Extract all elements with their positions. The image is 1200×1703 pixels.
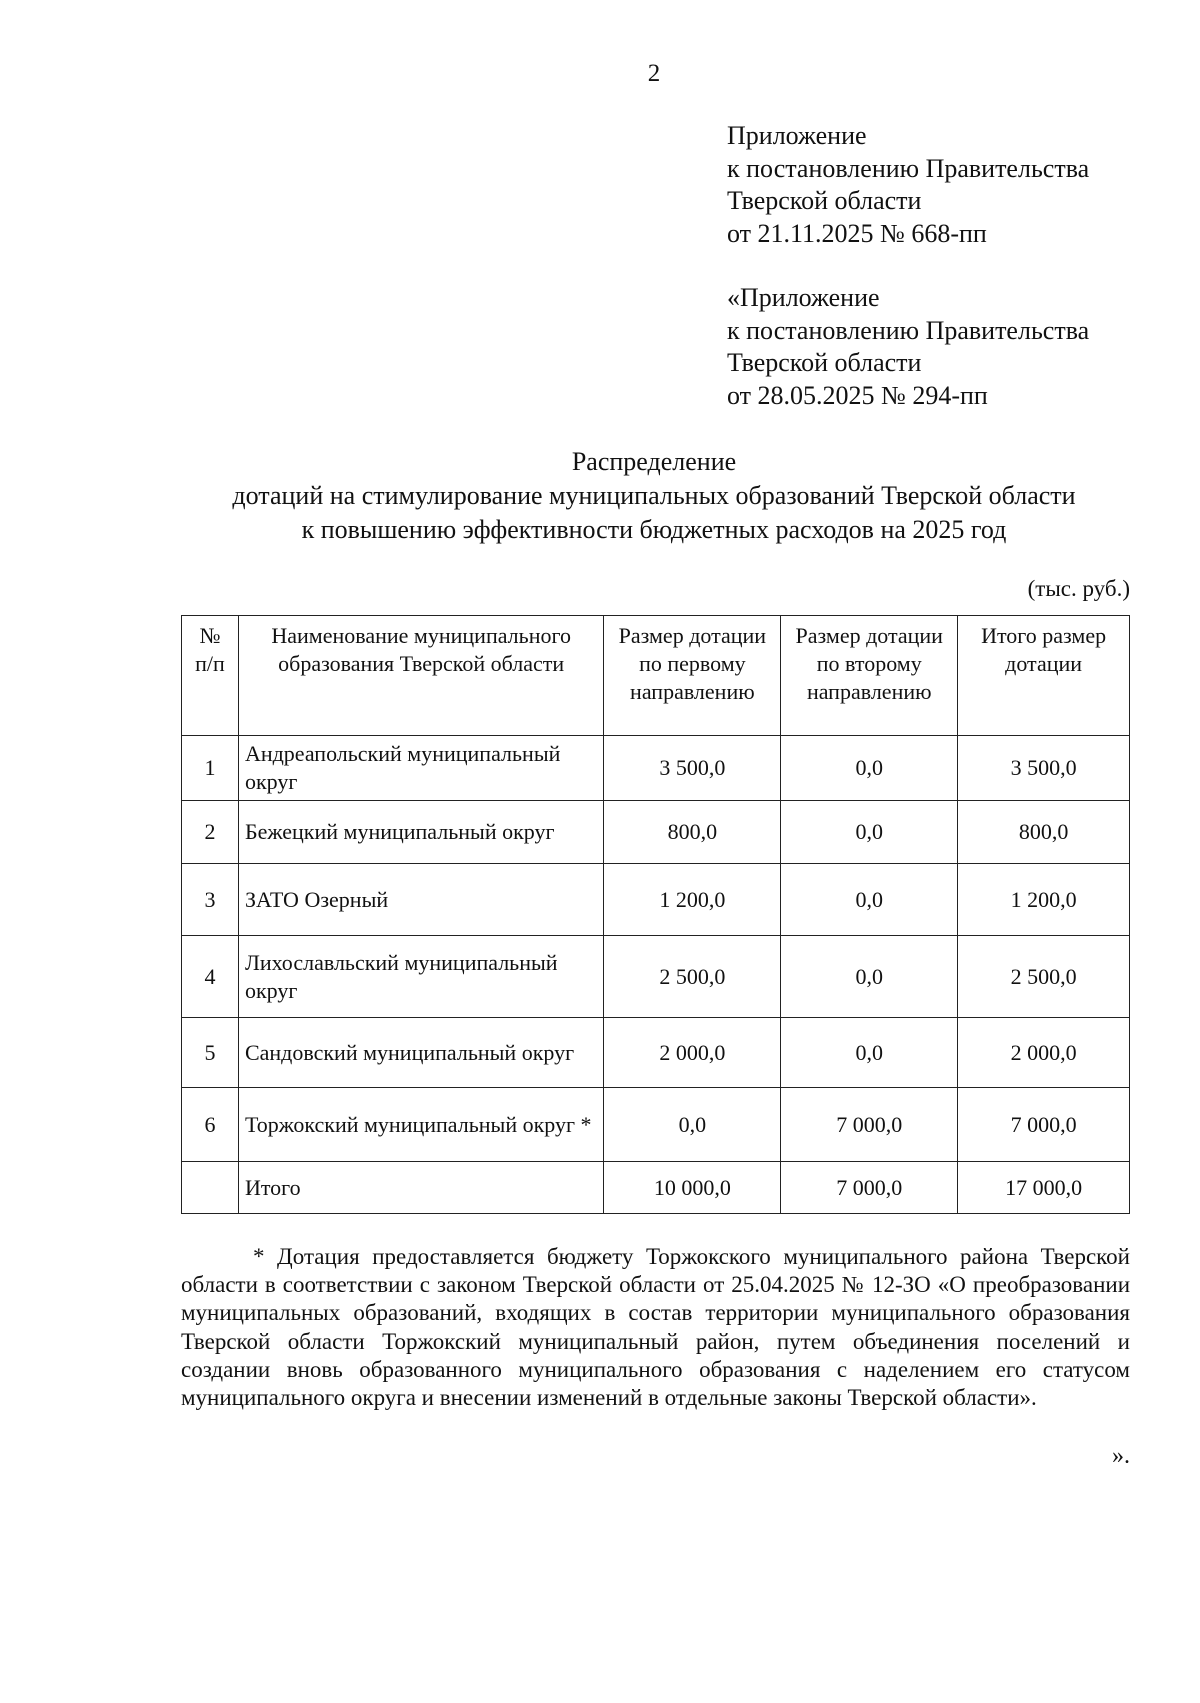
closing-mark: ». — [1112, 1443, 1130, 1469]
table-row — [182, 801, 1130, 864]
cell-total: 7 000,0 — [958, 1088, 1130, 1162]
appendix-line: к постановлению Правительства — [727, 153, 1090, 183]
footnote-text: * Дотация предоставляется бюджету Торжокского муниципального района Тверской области в соответствии с законом Тверской области от 25.04.2025 № 12-ЗО «О преобразовании муниципальных образований, входящих в состав территории муниципального образования Тверской области Торжокский муниципальный район, путем объединения поселений и создании вновь образованного муниципального образования с наделением его статусом муниципального округа и внесении изменений в отдельные законы Тверской области». — [181, 1244, 1130, 1411]
table-header-row — [182, 616, 1130, 736]
cell-name: ЗАТО Озерный — [238, 864, 603, 936]
distribution-table — [181, 615, 1130, 1214]
cell-total: 17 000,0 — [958, 1162, 1130, 1214]
cell-second: 7 000,0 — [781, 1162, 958, 1214]
cell-first: 2 000,0 — [604, 1018, 781, 1088]
cell-second: 0,0 — [781, 936, 958, 1018]
table-row — [182, 864, 1130, 936]
appendix-line: «Приложение — [727, 283, 880, 312]
header-num: № п/п — [182, 616, 239, 736]
footnote — [181, 1243, 1130, 1412]
appendix-line: от 21.11.2025 № 668-пп — [727, 218, 987, 248]
table-row — [182, 1018, 1130, 1088]
units-label: (тыс. руб.) — [1027, 576, 1130, 601]
header-name: Наименование муниципального образования Тверской области — [238, 616, 603, 736]
cell-name: Сандовский муниципальный округ — [238, 1018, 603, 1088]
cell-num — [182, 1162, 239, 1214]
cell-total: 2 000,0 — [958, 1018, 1130, 1088]
appendix-line: Тверской области — [727, 348, 922, 377]
cell-total: 800,0 — [958, 801, 1130, 864]
title-line: Распределение — [571, 447, 737, 476]
table-row — [182, 1088, 1130, 1162]
cell-second: 0,0 — [781, 864, 958, 936]
cell-name: Торжокский муниципальный округ * — [238, 1088, 603, 1162]
cell-name: Бежецкий муниципальный округ — [238, 801, 603, 864]
cell-first: 800,0 — [604, 801, 781, 864]
document-title — [0, 445, 1200, 547]
cell-total: 2 500,0 — [958, 936, 1130, 1018]
cell-name: Лихославльский муниципальный округ — [238, 936, 603, 1018]
cell-total: 3 500,0 — [958, 736, 1130, 801]
cell-num: 4 — [182, 936, 239, 1018]
cell-total: 1 200,0 — [958, 864, 1130, 936]
table-row — [182, 936, 1130, 1018]
cell-first: 3 500,0 — [604, 736, 781, 801]
cell-num: 5 — [182, 1018, 239, 1088]
cell-name: Андреапольский муниципальный округ — [238, 736, 603, 801]
cell-first: 10 000,0 — [604, 1162, 781, 1214]
appendix-line: к постановлению Правительства — [727, 315, 1090, 345]
appendix-current — [727, 120, 1089, 250]
appendix-line: от 28.05.2025 № 294-пп — [727, 380, 988, 410]
header-total: Итого размер дотации — [958, 616, 1130, 736]
cell-first: 2 500,0 — [604, 936, 781, 1018]
cell-second: 0,0 — [781, 801, 958, 864]
appendix-line: Тверской области — [727, 186, 922, 215]
cell-num: 6 — [182, 1088, 239, 1162]
cell-num: 3 — [182, 864, 239, 936]
cell-name: Итого — [238, 1162, 603, 1214]
cell-num: 1 — [182, 736, 239, 801]
header-second: Размер дотации по второму направлению — [781, 616, 958, 736]
page-number: 2 — [647, 60, 661, 87]
cell-first: 1 200,0 — [604, 864, 781, 936]
cell-first: 0,0 — [604, 1088, 781, 1162]
cell-second: 7 000,0 — [781, 1088, 958, 1162]
cell-second: 0,0 — [781, 1018, 958, 1088]
title-line: к повышению эффективности бюджетных расходов на 2025 год — [301, 515, 1007, 544]
appendix-line: Приложение — [727, 121, 867, 150]
table-row — [182, 736, 1130, 801]
appendix-original — [727, 282, 1089, 412]
cell-second: 0,0 — [781, 736, 958, 801]
title-line: дотаций на стимулирование муниципальных образований Тверской области — [232, 481, 1076, 510]
cell-num: 2 — [182, 801, 239, 864]
table-total-row — [182, 1162, 1130, 1214]
header-first: Размер дотации по первому направлению — [604, 616, 781, 736]
